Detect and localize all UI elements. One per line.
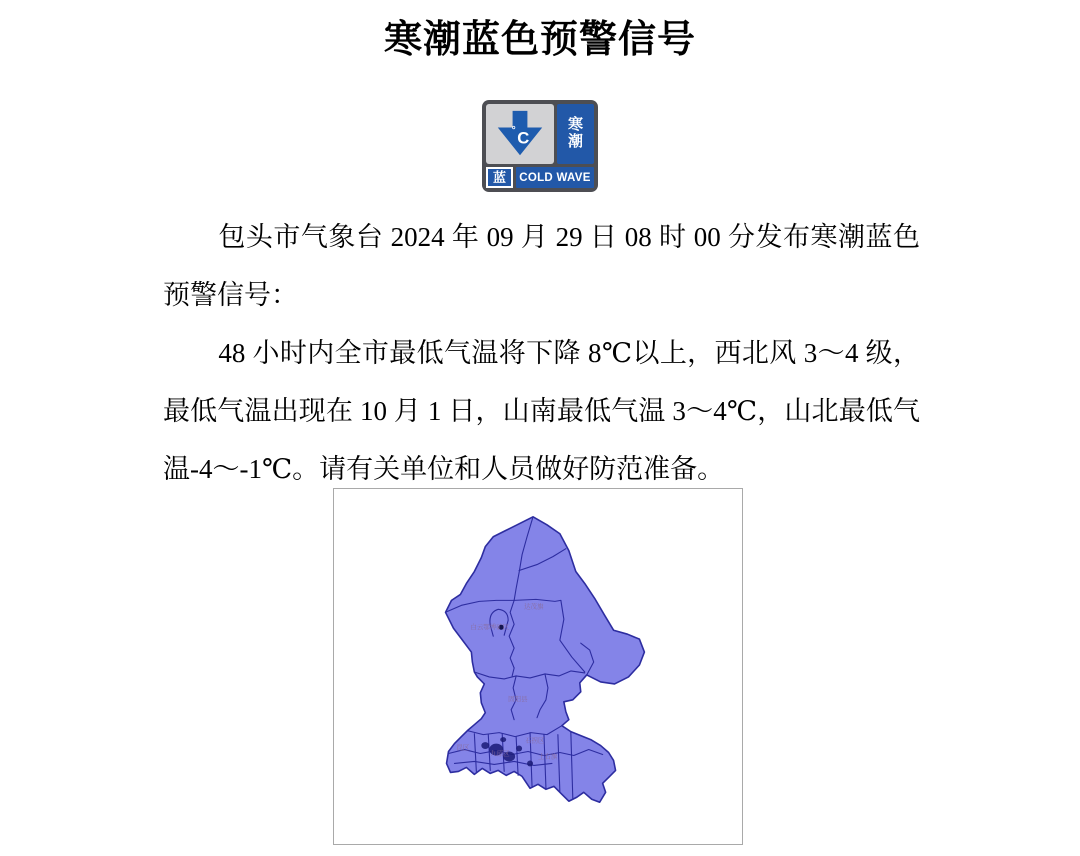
degree-symbol: ° [511, 125, 516, 137]
map-label: 达茂旗 [524, 603, 544, 611]
warning-level-blue: 蓝 [486, 167, 513, 188]
cold-wave-warning-badge [482, 100, 598, 192]
badge-name-cn [557, 104, 594, 164]
badge-grid [486, 104, 594, 188]
badge-name-en: COLD WAVE [516, 167, 594, 188]
map-label: 白云鄂博矿区 [470, 624, 510, 632]
map-svg [334, 489, 742, 844]
badge-bottom-row [486, 167, 594, 188]
page-title: 寒潮蓝色预警信号 [383, 19, 696, 61]
forecast-details: 48 小时内全市最低气温将下降 8℃以上，西北风 3～4 级，最低气温出现在 10 月 1 日，山南最低气温 3～4℃，山北最低气温-4～-1℃。请有关单位和人员做好防范准备。 [163, 338, 920, 484]
badge-name-char1: 寒 [567, 117, 583, 133]
map-label: 土右旗 [538, 753, 558, 761]
warning-text-block [163, 208, 920, 498]
temperature-drop-icon [486, 104, 554, 164]
map-label: 昆区 [456, 744, 470, 752]
map-label: 石拐区 [525, 737, 545, 745]
map-label: 固阳县 [508, 695, 528, 703]
celsius-letter: C [517, 128, 530, 148]
badge-name-char2: 潮 [567, 134, 583, 150]
map-label: 九原区 [490, 750, 510, 758]
baotou-warning-map [333, 488, 743, 845]
issue-statement: 包头市气象台 2024 年 09 月 29 日 08 时 00 分发布寒潮蓝色预警信号： [163, 222, 920, 310]
